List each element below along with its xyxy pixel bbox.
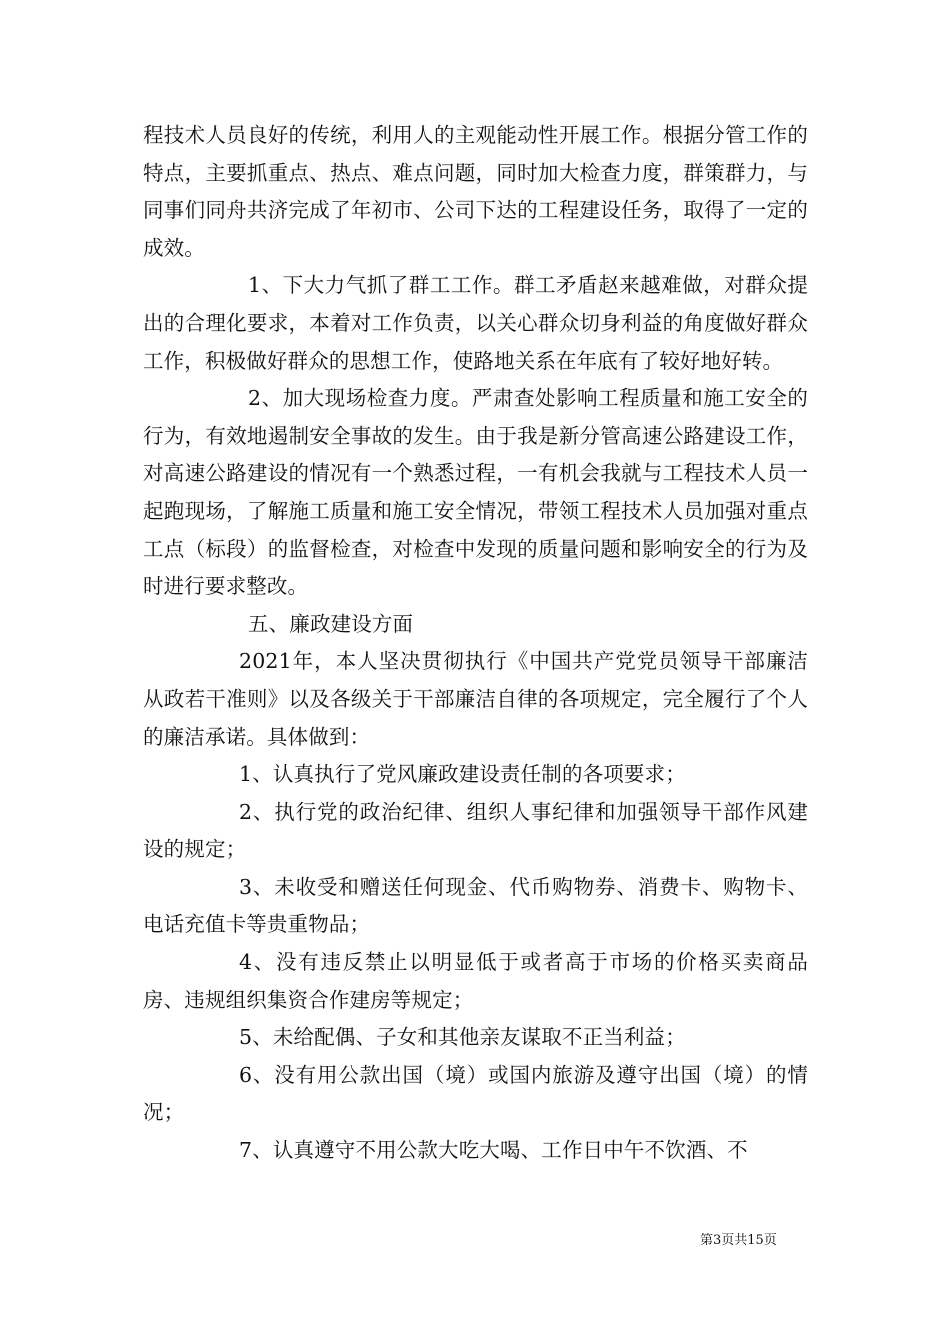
- paragraph-continuation: 程技术人员良好的传统，利用人的主观能动性开展工作。根据分管工作的特点，主要抓重点、热点、难点问题，同时加大检查力度，群策群力，与同事们同舟共济完成了年初市、公司下达的工程建设任务，取得了一定的成效。: [143, 123, 808, 260]
- paragraph-item-mass-work: 1、下大力气抓了群工工作。群工矛盾赵来越难做，对群众提出的合理化要求，本着对工作负责，以关心群众切身利益的角度做好群众工作，积极做好群众的思想工作，使路地关系在年底有了较好地好转。: [143, 273, 808, 373]
- integrity-item-4: 4、没有违反禁止以明显低于或者高于市场的价格买卖商品房、违规组织集资合作建房等规定；: [143, 950, 808, 1012]
- section-heading-integrity: 五、廉政建设方面: [248, 611, 414, 636]
- paragraph-integrity-intro: 2021年，本人坚决贯彻执行《中国共产党党员领导干部廉洁从政若干准则》以及各级关于干部廉洁自律的各项规定，完全履行了个人的廉洁承诺。具体做到：: [143, 649, 808, 749]
- page-number: 第3页共15页: [700, 1233, 777, 1248]
- integrity-item-5: 5、未给配偶、子女和其他亲友谋取不正当利益；: [239, 1025, 686, 1050]
- integrity-item-7: 7、认真遵守不用公款大吃大喝、工作日中午不饮酒、不: [239, 1138, 748, 1163]
- integrity-item-2: 2、执行党的政治纪律、组织人事纪律和加强领导干部作风建设的规定；: [143, 799, 808, 862]
- integrity-item-6: 6、没有用公款出国（境）或国内旅游及遵守出国（境）的情况；: [143, 1062, 808, 1125]
- integrity-item-3: 3、未收受和赠送任何现金、代币购物券、消费卡、购物卡、电话充值卡等贵重物品；: [143, 874, 808, 937]
- paragraph-item-site-inspection: 2、加大现场检查力度。严肃查处影响工程质量和施工安全的行为，有效地遏制安全事故的发生。由于我是新分管高速公路建设工作，对高速公路建设的情况有一个熟悉过程，一有机会我就与工程技术人员一起跑现场，了解施工质量和施工安全情况，带领工程技术人员加强对重点工点（标段）的监督检查，对检查中发现的质量问题和影响安全的行为及时进行要求整改。: [143, 386, 808, 599]
- document-body: [143, 117, 808, 1170]
- integrity-item-1: 1、认真执行了党风廉政建设责任制的各项要求；: [239, 762, 686, 787]
